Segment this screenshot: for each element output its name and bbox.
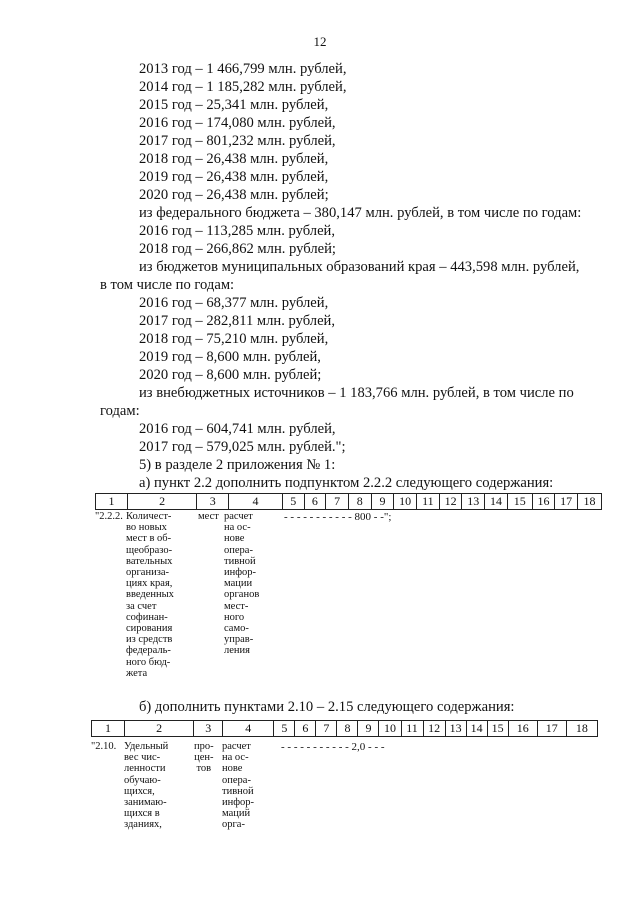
col-header: 15 <box>507 494 532 510</box>
row-method: расчет на ос- нове опера- тивной инфор- маций орга- <box>222 741 255 831</box>
col-header: 2 <box>125 721 194 737</box>
col-header: 4 <box>229 494 283 510</box>
text-line: 2016 год – 113,285 млн. рублей, <box>139 223 336 239</box>
col-header: 6 <box>304 494 326 510</box>
row-unit: мест <box>198 511 219 522</box>
col-header: 12 <box>423 721 445 737</box>
text-line: 2014 год – 1 185,282 млн. рублей, <box>139 79 347 95</box>
text-line: 2020 год – 8,600 млн. рублей; <box>139 367 322 383</box>
col-header: 18 <box>578 494 602 510</box>
col-header: 7 <box>326 494 349 510</box>
col-header: 7 <box>316 721 337 737</box>
col-header: 3 <box>194 721 223 737</box>
text-line: 2017 год – 579,025 млн. рублей."; <box>139 439 346 455</box>
col-header: 6 <box>295 721 316 737</box>
col-header: 9 <box>371 494 394 510</box>
text-line: 2020 год – 26,438 млн. рублей; <box>139 187 329 203</box>
col-header: 8 <box>348 494 371 510</box>
col-header: 12 <box>439 494 462 510</box>
row-unit: про- цен- тов <box>194 741 214 775</box>
text-line: 2019 год – 26,438 млн. рублей, <box>139 169 329 185</box>
col-header: 15 <box>487 721 508 737</box>
text-line: 2016 год – 68,377 млн. рублей, <box>139 295 329 311</box>
col-header: 3 <box>197 494 229 510</box>
text-line: 5) в разделе 2 приложения № 1: <box>139 457 336 473</box>
text-line: 2018 год – 75,210 млн. рублей, <box>139 331 329 347</box>
col-header: 14 <box>466 721 487 737</box>
row-number: "2.10. <box>91 741 117 752</box>
row-values: - - - - - - - - - - - 2,0 - - - <box>281 741 385 753</box>
extrabudget-para-line1: из внебюджетных источников – 1 183,766 млн. рублей, в том числе по <box>139 385 574 401</box>
text-line: 2015 год – 25,341 млн. рублей, <box>139 97 329 113</box>
col-header: 13 <box>445 721 466 737</box>
col-header: 11 <box>401 721 423 737</box>
row-values: - - - - - - - - - - - 800 - -"; <box>284 511 392 523</box>
col-header: 4 <box>223 721 274 737</box>
col-header: 2 <box>128 494 197 510</box>
page-number: 12 <box>313 34 327 49</box>
col-header: 16 <box>508 721 537 737</box>
text-line: 2017 год – 801,232 млн. рублей, <box>139 133 336 149</box>
table2-header <box>91 720 598 737</box>
text-line: 2016 год – 604,741 млн. рублей, <box>139 421 336 437</box>
col-header: 18 <box>566 721 597 737</box>
col-header: 17 <box>555 494 578 510</box>
col-header: 9 <box>358 721 379 737</box>
col-header: 11 <box>417 494 440 510</box>
text-line: а) пункт 2.2 дополнить подпунктом 2.2.2 следующего содержания: <box>139 475 554 491</box>
para-b: б) дополнить пунктами 2.10 – 2.15 следующего содержания: <box>139 699 515 715</box>
col-header: 1 <box>92 721 125 737</box>
text-line: 2013 год – 1 466,799 млн. рублей, <box>139 61 347 77</box>
text-line: 2017 год – 282,811 млн. рублей, <box>139 313 336 329</box>
text-line: 2018 год – 266,862 млн. рублей; <box>139 241 336 257</box>
col-header: 17 <box>537 721 566 737</box>
row-name: Удельный вес чис- ленности обучаю- щихся, занимаю- щихся в зданиях, <box>124 741 169 831</box>
col-header: 14 <box>485 494 508 510</box>
municipal-para-line1: из бюджетов муниципальных образований края – 443,598 млн. рублей, <box>139 259 580 275</box>
table1-header <box>95 493 602 510</box>
col-header: 10 <box>394 494 417 510</box>
col-header: 5 <box>274 721 295 737</box>
municipal-para-line2: в том числе по годам: <box>100 277 235 293</box>
text-line: 2018 год – 26,438 млн. рублей, <box>139 151 329 167</box>
col-header: 13 <box>462 494 485 510</box>
row-method: расчет на ос- нове опера- тивной инфор- мации органов мест- ного само- управ- ления <box>224 511 260 657</box>
row-name: Количест- во новых мест в об- щеобразо- вательных организа- циях края, введенных за счет софинан- сирования из средств федераль- ного бюд- жета <box>126 511 174 679</box>
col-header: 8 <box>337 721 358 737</box>
col-header: 10 <box>379 721 401 737</box>
text-line: 2019 год – 8,600 млн. рублей, <box>139 349 321 365</box>
text-line: 2016 год – 174,080 млн. рублей, <box>139 115 336 131</box>
col-header: 1 <box>96 494 128 510</box>
extrabudget-para-line2: годам: <box>100 403 140 419</box>
text-line: из федерального бюджета – 380,147 млн. рублей, в том числе по годам: <box>139 205 582 221</box>
row-number: "2.2.2. <box>95 511 123 522</box>
col-header: 5 <box>282 494 304 510</box>
col-header: 16 <box>532 494 555 510</box>
